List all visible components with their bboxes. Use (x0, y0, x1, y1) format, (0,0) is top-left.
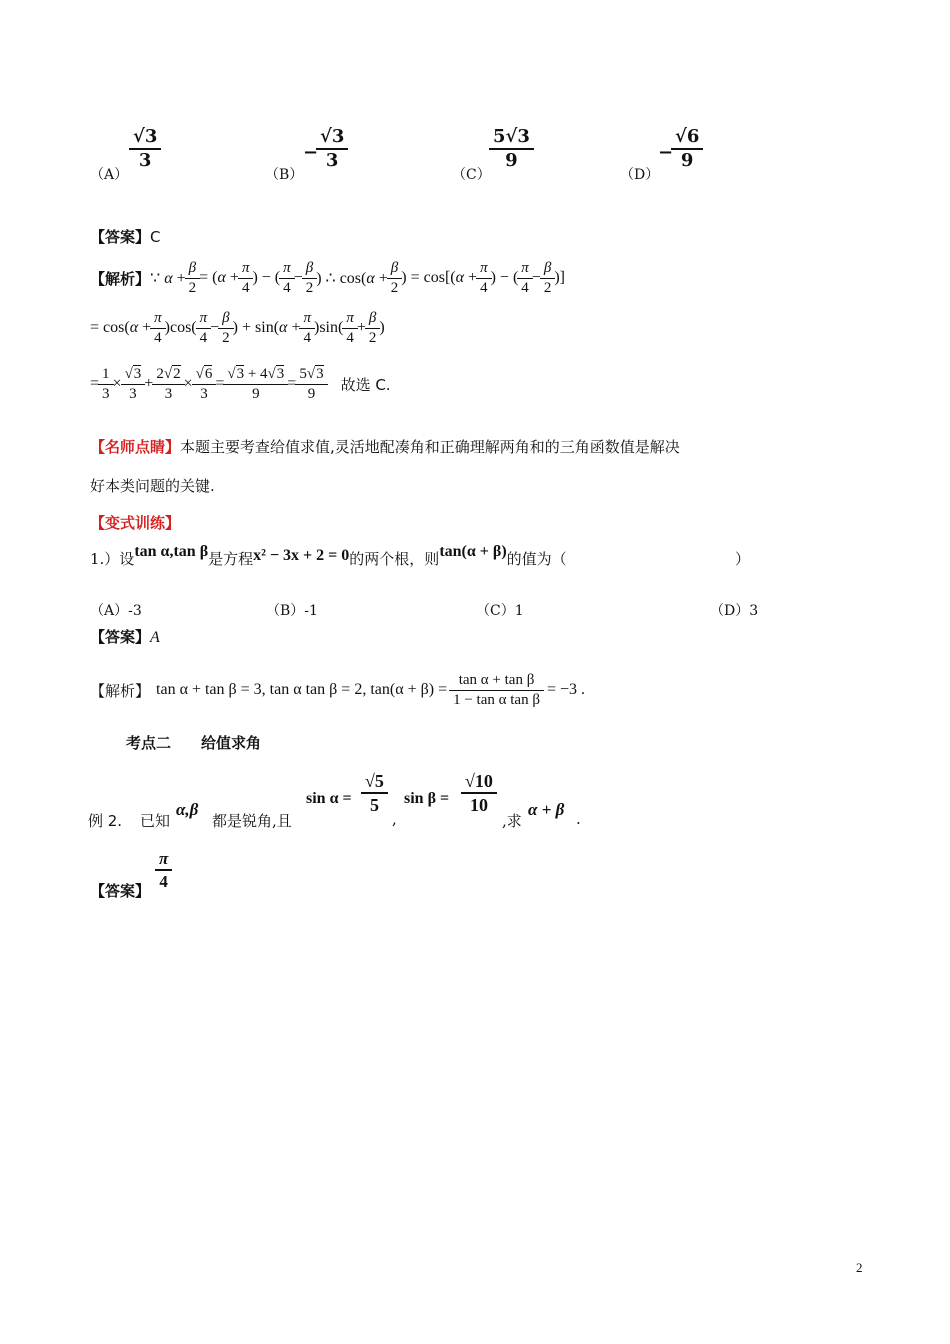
example-2 (88, 772, 688, 828)
answer-1 (90, 226, 161, 247)
example-target: α + β (528, 800, 565, 819)
example-label: 例 2. (88, 812, 123, 830)
example-comma: , (392, 810, 397, 828)
example-vars: α,β (176, 800, 199, 819)
option-label: （C） (452, 167, 491, 183)
analysis-line-2: = cos(α + $\frac{\pi}{4}$ )cos( $\frac{\pi}{4}$ − $\frac{\beta}{2}$ ) + sin(α + $\frac{\pi}{4}$ )sin( $\frac{\pi}{4}$ + $\frac{\beta}{2}$ ) (90, 309, 385, 346)
teacher-note-text: 本题主要考查给值求值,灵活地配凑角和正确理解两角和的三角函数值是解决 (180, 438, 680, 456)
variant-tag: 【变式训练】 (90, 514, 181, 532)
answer-tag: 【答案】 (90, 228, 151, 246)
example-text: 已知 (140, 812, 171, 830)
sin-alpha-label: sin α = (306, 790, 352, 807)
answer-2 (90, 850, 290, 900)
analysis-expr: tan α + tan β = 3, tan α tan β = 2, tan(α + β) = (156, 681, 448, 698)
section-title: 考点二 给值求角 (126, 734, 262, 752)
question-text: 是方程 (208, 550, 254, 568)
teacher-note (90, 436, 790, 496)
option-sign: − (658, 142, 674, 163)
analysis-tag: 【解析】 (90, 269, 151, 288)
variant-option-b: （B）-1 (266, 603, 318, 619)
teacher-note-tag: 【名师点睛】 (90, 438, 181, 456)
question-text: 的两个根，则 (349, 550, 440, 568)
option-value: $\frac{√3}{3}$ (131, 128, 159, 170)
variant-answer (90, 626, 160, 647)
analysis-line-1: 【解析】 ∵ α + $\frac{\beta}{2}$ = (α + $\frac{\pi}{4}$ ) − ( $\frac{\pi}{4}$ − $\frac{\beta}{2}$ ) ∴ cos(α + $\frac{\beta}{2}$ ) = cos[(α + $\frac{\pi}{4}$ ) − ( $\frac{\pi}{4}$ − $\frac{\beta}{2}$ )] (90, 259, 565, 296)
option-value: $\frac{√3}{3}$ (318, 128, 346, 170)
variant-options (90, 600, 770, 620)
analysis-fraction: $\frac{\text{tan α + tan β}}{\text{1 − tan α tan β}}$ (451, 673, 542, 708)
option-label: （D） (620, 167, 660, 183)
q1-options (90, 128, 810, 184)
expr-tan-roots: tan α,tan β (134, 543, 209, 560)
answer-tag: 【答案】 (90, 628, 151, 646)
analysis-tag: 【解析】 (90, 681, 151, 700)
question-number: 1.）设 (90, 550, 135, 568)
variant-analysis (90, 664, 585, 716)
question-text: 的值为（ (506, 550, 567, 568)
option-sign: − (303, 142, 319, 163)
option-value: $\frac{√6}{9}$ (673, 128, 701, 170)
option-value: $\frac{5√3}{9}$ (491, 128, 532, 170)
analysis-1 (90, 258, 565, 406)
answer-tag: 【答案】 (90, 882, 151, 900)
answer-value: C (150, 228, 161, 246)
question-close: ） (735, 550, 751, 568)
sin-alpha-value: $\frac{√5}{5}$ (363, 772, 386, 814)
variant-question (90, 543, 770, 569)
variant-option-c: （C）1 (476, 603, 524, 619)
variant-option-a: （A）-3 (90, 603, 142, 619)
variant-option-d: （D）3 (710, 603, 759, 619)
expr-tan-sum: tan(α + β) (439, 543, 507, 560)
expr-equation: x² − 3x + 2 = 0 (253, 547, 350, 564)
example-end: . (576, 810, 581, 828)
option-label: （A） (90, 167, 129, 183)
example-text: 都是锐角,且 (212, 812, 292, 830)
analysis-line-3: = $\frac{1}{3}$ × $\frac{√3}{3}$ + $\frac{2√2}{3}$ × $\frac{√6}{3}$ = $\frac{√3 + 4√3}{9}$ = $\frac{5√3}{9}$ 故选 C. (90, 365, 391, 402)
sin-beta-value: $\frac{√10}{10}$ (463, 772, 495, 814)
teacher-note-text-cont: 好本类问题的关键. (90, 477, 215, 495)
page-number: 2 (856, 1260, 863, 1275)
analysis-conclusion: 故选 C. (340, 375, 391, 394)
analysis-result: = −3 . (546, 681, 585, 698)
option-label: （B） (265, 167, 304, 183)
answer-value: $\frac{\pi}{4}$ (157, 850, 170, 890)
answer-value: A (150, 629, 160, 646)
example-text: ,求 (502, 812, 522, 830)
sin-beta-label: sin β = (404, 790, 450, 807)
